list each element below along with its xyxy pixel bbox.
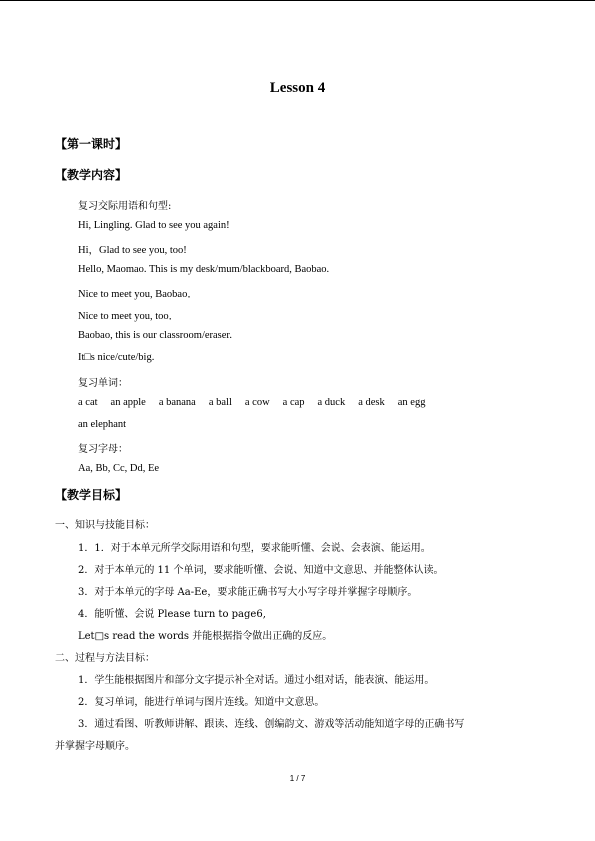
goal-item: 3．对于本单元的字母 Aa-Ee，要求能正确书写大小写字母并掌握字母顺序。: [78, 587, 418, 598]
review-letters-label: 复习字母：: [78, 444, 128, 455]
goal-item: Let□s read the words 并能根据指令做出正确的反应。: [78, 631, 333, 642]
dialogue-line-1: Hi, Lingling. Glad to see you again!: [78, 220, 230, 231]
letters-line: Aa, Bb, Cc, Dd, Ee: [78, 463, 160, 474]
word-item: a cat: [78, 397, 98, 408]
dialogue-line-6: Baobao, this is our classroom/eraser.: [78, 330, 232, 341]
goal-item-continuation: 并掌握字母顺序。: [55, 741, 135, 752]
dialogue-line-7: It□s nice/cute/big.: [78, 352, 155, 363]
word-item: a cow: [244, 397, 270, 408]
dialogue-line-3: Hello, Maomao. This is my desk/mum/blackboard, Baobao.: [78, 264, 330, 275]
word-list: [78, 397, 438, 408]
word-item: a banana: [158, 397, 196, 408]
review-words-label: 复习单词：: [78, 378, 128, 389]
word-item-last: an elephant: [78, 419, 127, 430]
dialogue-line-4: Nice to meet you, Baobao．: [78, 289, 198, 300]
page-number: 1 / 7: [289, 774, 306, 783]
section-heading-lesson: 【第一课时】: [55, 137, 128, 151]
page-title: Lesson 4: [269, 80, 326, 96]
word-item: an egg: [397, 397, 426, 408]
word-item: a desk: [358, 397, 385, 408]
goal-item: 1．1．对于本单元所学交际用语和句型，要求能听懂、会说、会表演、能运用。: [78, 543, 431, 554]
section-heading-goals: 【教学目标】: [55, 488, 128, 502]
dialogue-line-2: Hi，Glad to see you, too!: [78, 245, 187, 256]
word-item: an apple: [110, 397, 146, 408]
goals-heading-knowledge: 一、知识与技能目标：: [55, 520, 155, 531]
word-item: a duck: [317, 397, 346, 408]
goals-heading-process: 二、过程与方法目标：: [55, 653, 155, 664]
goal-item: 1．学生能根据图片和部分文字提示补全对话。通过小组对话，能表演、能运用。: [78, 675, 435, 686]
goal-item: 2．对于本单元的 11 个单词，要求能听懂、会说、知道中文意思、并能整体认读。: [78, 565, 444, 576]
word-item: a cap: [282, 397, 305, 408]
review-phrases-label: 复习交际用语和句型:: [78, 201, 172, 212]
goal-item: 3．通过看图、听教师讲解、跟读、连线、创编韵文、游戏等活动能知道字母的正确书写: [78, 719, 465, 730]
top-rule: [0, 0, 595, 1]
dialogue-line-5: Nice to meet you, too．: [78, 311, 180, 322]
goal-item: 2．复习单词，能进行单词与图片连线。知道中文意思。: [78, 697, 325, 708]
word-item: a ball: [208, 397, 232, 408]
goal-item: 4．能听懂、会说 Please turn to page6,: [78, 609, 266, 620]
section-heading-content: 【教学内容】: [55, 168, 128, 182]
